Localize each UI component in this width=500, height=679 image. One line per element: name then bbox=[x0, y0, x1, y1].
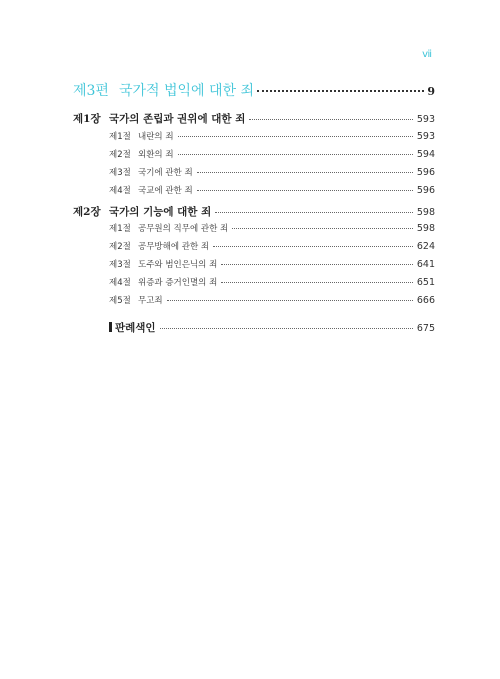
page-number: ⅶ bbox=[422, 49, 433, 60]
dot-leader bbox=[160, 328, 413, 329]
chapter-page: 593 bbox=[416, 114, 435, 125]
dot-leader bbox=[221, 282, 413, 283]
section-number: 제4절 bbox=[109, 278, 131, 288]
section-number: 제1절 bbox=[109, 224, 131, 234]
section-page: 594 bbox=[416, 149, 435, 160]
section-title: 국교에 관한 죄 bbox=[138, 186, 193, 196]
part-title-text: 국가적 법익에 대한 죄 bbox=[118, 83, 255, 99]
section-page: 641 bbox=[416, 259, 435, 270]
section-title: 무고죄 bbox=[138, 296, 163, 306]
dot-leader bbox=[178, 154, 413, 155]
toc-section bbox=[73, 222, 435, 234]
dot-leader bbox=[232, 228, 413, 229]
section-page: 651 bbox=[416, 277, 435, 288]
section-number: 제5절 bbox=[109, 296, 131, 306]
index-marker bbox=[109, 322, 112, 332]
section-page: 596 bbox=[416, 167, 435, 178]
dot-leader bbox=[178, 136, 413, 137]
section-title: 국기에 관한 죄 bbox=[138, 168, 193, 178]
toc-section bbox=[73, 240, 435, 252]
toc-section bbox=[73, 130, 435, 142]
chapter-number: 제1장 bbox=[73, 113, 101, 125]
dot-leader bbox=[249, 119, 413, 120]
dot-leader bbox=[257, 90, 424, 92]
chapter-title: 국가의 기능에 대한 죄 bbox=[109, 206, 212, 218]
dot-leader bbox=[197, 190, 413, 191]
dot-leader bbox=[221, 264, 413, 265]
index-page: 675 bbox=[416, 323, 435, 334]
toc-section bbox=[73, 184, 435, 196]
toc-chapter-2 bbox=[73, 204, 435, 219]
index-title: 판례색인 bbox=[115, 322, 156, 334]
dot-leader bbox=[167, 300, 413, 301]
section-number: 제2절 bbox=[109, 150, 131, 160]
section-title: 공무방해에 관한 죄 bbox=[138, 242, 210, 252]
section-title: 위증과 증거인멸의 죄 bbox=[138, 278, 218, 288]
dot-leader bbox=[213, 246, 413, 247]
dot-leader bbox=[215, 212, 413, 213]
toc-index bbox=[73, 320, 435, 335]
part-heading bbox=[73, 80, 435, 100]
chapter-number: 제2장 bbox=[73, 206, 101, 218]
part-title bbox=[73, 80, 254, 100]
section-page: 596 bbox=[416, 185, 435, 196]
section-page: 598 bbox=[416, 223, 435, 234]
chapter-page: 598 bbox=[416, 207, 435, 218]
section-number: 제3절 bbox=[109, 168, 131, 178]
toc-section bbox=[73, 294, 435, 306]
section-number: 제2절 bbox=[109, 242, 131, 252]
toc-section bbox=[73, 276, 435, 288]
dot-leader bbox=[197, 172, 413, 173]
section-page: 666 bbox=[416, 295, 435, 306]
part-number: 제3편 bbox=[73, 83, 109, 99]
toc-section bbox=[73, 148, 435, 160]
toc-chapter-1 bbox=[73, 111, 435, 126]
part-page: 9 bbox=[427, 85, 435, 98]
section-number: 제1절 bbox=[109, 132, 131, 142]
toc-section bbox=[73, 166, 435, 178]
section-page: 624 bbox=[416, 241, 435, 252]
section-title: 내란의 죄 bbox=[138, 132, 174, 142]
section-title: 외환의 죄 bbox=[138, 150, 174, 160]
section-number: 제3절 bbox=[109, 260, 131, 270]
section-title: 공무원의 직무에 관한 죄 bbox=[138, 224, 229, 234]
section-page: 593 bbox=[416, 131, 435, 142]
section-number: 제4절 bbox=[109, 186, 131, 196]
section-title: 도주와 범인은닉의 죄 bbox=[138, 260, 218, 270]
toc-section bbox=[73, 258, 435, 270]
chapter-title: 국가의 존립과 권위에 대한 죄 bbox=[109, 113, 246, 125]
